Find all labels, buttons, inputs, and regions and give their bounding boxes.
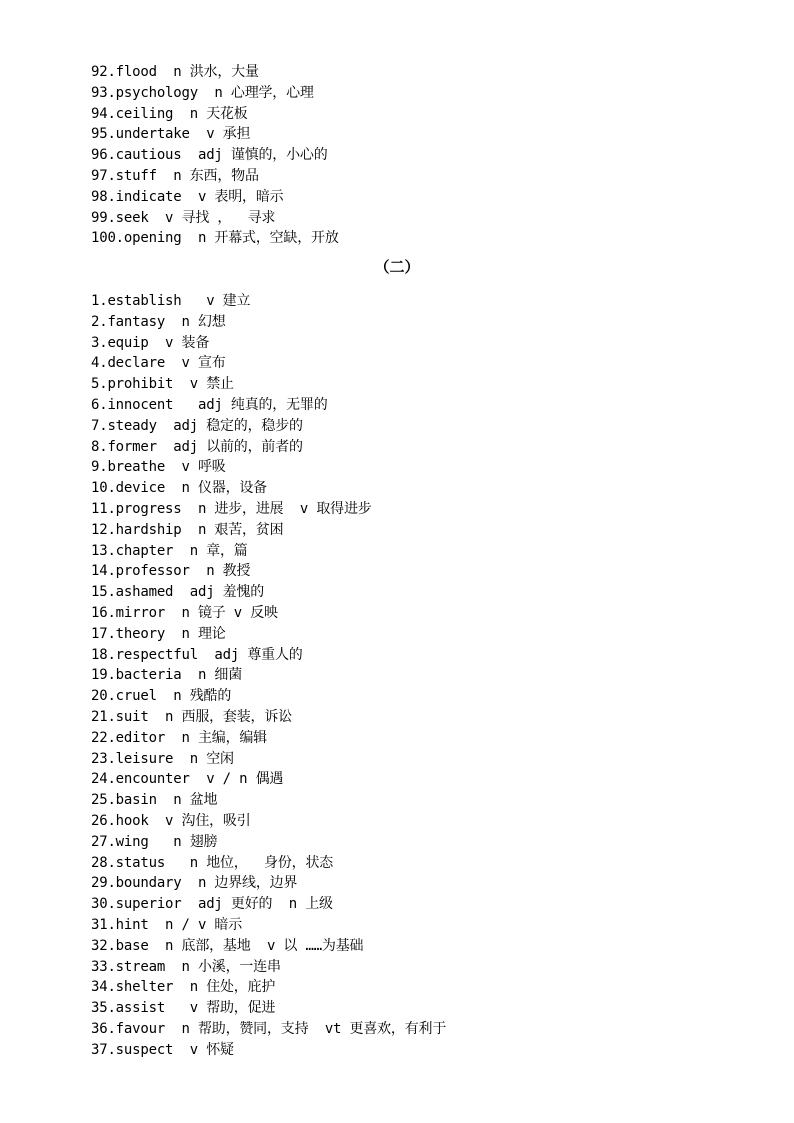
vocab-entry: 4.declare v 宣布 <box>91 355 226 372</box>
vocab-entry: 18.respectful adj 尊重人的 <box>91 646 303 663</box>
vocab-entry: 13.chapter n 章，篇 <box>91 542 248 559</box>
vocab-entry: 25.basin n 盆地 <box>91 792 218 809</box>
vocabulary-list-part-1 <box>91 62 751 249</box>
vocab-entry: 96.cautious adj 谨慎的，小心的 <box>91 147 328 164</box>
vocab-entry: 24.encounter v / n 偶遇 <box>91 771 284 788</box>
vocab-entry: 10.device n 仪器，设备 <box>91 480 267 497</box>
vocab-entry: 95.undertake v 承担 <box>91 126 251 143</box>
vocab-entry: 27.wing n 翅膀 <box>91 833 218 850</box>
vocab-entry: 93.psychology n 心理学，心理 <box>91 84 314 101</box>
vocab-entry: 33.stream n 小溪，一连串 <box>91 958 281 975</box>
vocab-entry: 15.ashamed adj 羞愧的 <box>91 584 265 601</box>
vocabulary-list-part-2 <box>91 291 751 1060</box>
vocab-entry: 36.favour n 帮助，赞同，支持 vt 更喜欢，有利于 <box>91 1020 447 1037</box>
vocab-entry: 7.steady adj 稳定的，稳步的 <box>91 417 303 434</box>
vocab-entry: 98.indicate v 表明，暗示 <box>91 188 284 205</box>
vocab-entry: 97.stuff n 东西，物品 <box>91 167 259 184</box>
vocab-entry: 21.suit n 西服，套装，诉讼 <box>91 708 292 725</box>
vocab-entry: 99.seek v 寻找 ， 寻求 <box>91 209 276 226</box>
vocab-entry: 35.assist v 帮助，促进 <box>91 1000 276 1017</box>
vocab-entry: 3.equip v 装备 <box>91 334 210 351</box>
vocab-entry: 1.establish v 建立 <box>91 293 251 309</box>
vocab-entry: 14.professor n 教授 <box>91 563 251 580</box>
vocab-entry: 9.breathe v 呼吸 <box>91 459 226 476</box>
vocab-entry: 92.flood n 洪水，大量 <box>91 64 259 80</box>
vocab-entry: 20.cruel n 残酷的 <box>91 688 232 705</box>
section-heading <box>0 256 794 278</box>
vocab-entry: 94.ceiling n 天花板 <box>91 105 248 122</box>
section-heading-text: （二） <box>374 258 420 276</box>
vocab-entry: 26.hook v 沟住，吸引 <box>91 812 251 829</box>
vocab-entry: 17.theory n 理论 <box>91 625 226 642</box>
vocab-entry: 22.editor n 主编，编辑 <box>91 729 267 746</box>
vocab-entry: 23.leisure n 空闲 <box>91 750 234 767</box>
vocab-entry: 37.suspect v 怀疑 <box>91 1041 234 1058</box>
vocab-entry: 5.prohibit v 禁止 <box>91 376 234 393</box>
vocab-entry: 32.base n 底部，基地 v 以 ……为基础 <box>91 937 364 954</box>
vocab-entry: 31.hint n / v 暗示 <box>91 916 243 933</box>
vocab-entry: 29.boundary n 边界线，边界 <box>91 875 298 892</box>
vocab-entry: 8.former adj 以前的，前者的 <box>91 438 303 455</box>
vocab-entry: 6.innocent adj 纯真的，无罪的 <box>91 396 328 413</box>
vocab-entry: 100.opening n 开幕式，空缺，开放 <box>91 230 339 247</box>
vocab-entry: 28.status n 地位， 身份，状态 <box>91 854 334 871</box>
vocab-entry: 11.progress n 进步，进展 v 取得进步 <box>91 500 372 517</box>
vocab-entry: 30.superior adj 更好的 n 上级 <box>91 896 333 913</box>
vocab-entry: 19.bacteria n 细菌 <box>91 667 243 684</box>
vocab-entry: 34.shelter n 住处，庇护 <box>91 979 276 996</box>
vocab-entry: 2.fantasy n 幻想 <box>91 313 226 330</box>
vocab-entry: 16.mirror n 镜子 v 反映 <box>91 604 278 621</box>
vocab-entry: 12.hardship n 艰苦，贫困 <box>91 521 284 538</box>
